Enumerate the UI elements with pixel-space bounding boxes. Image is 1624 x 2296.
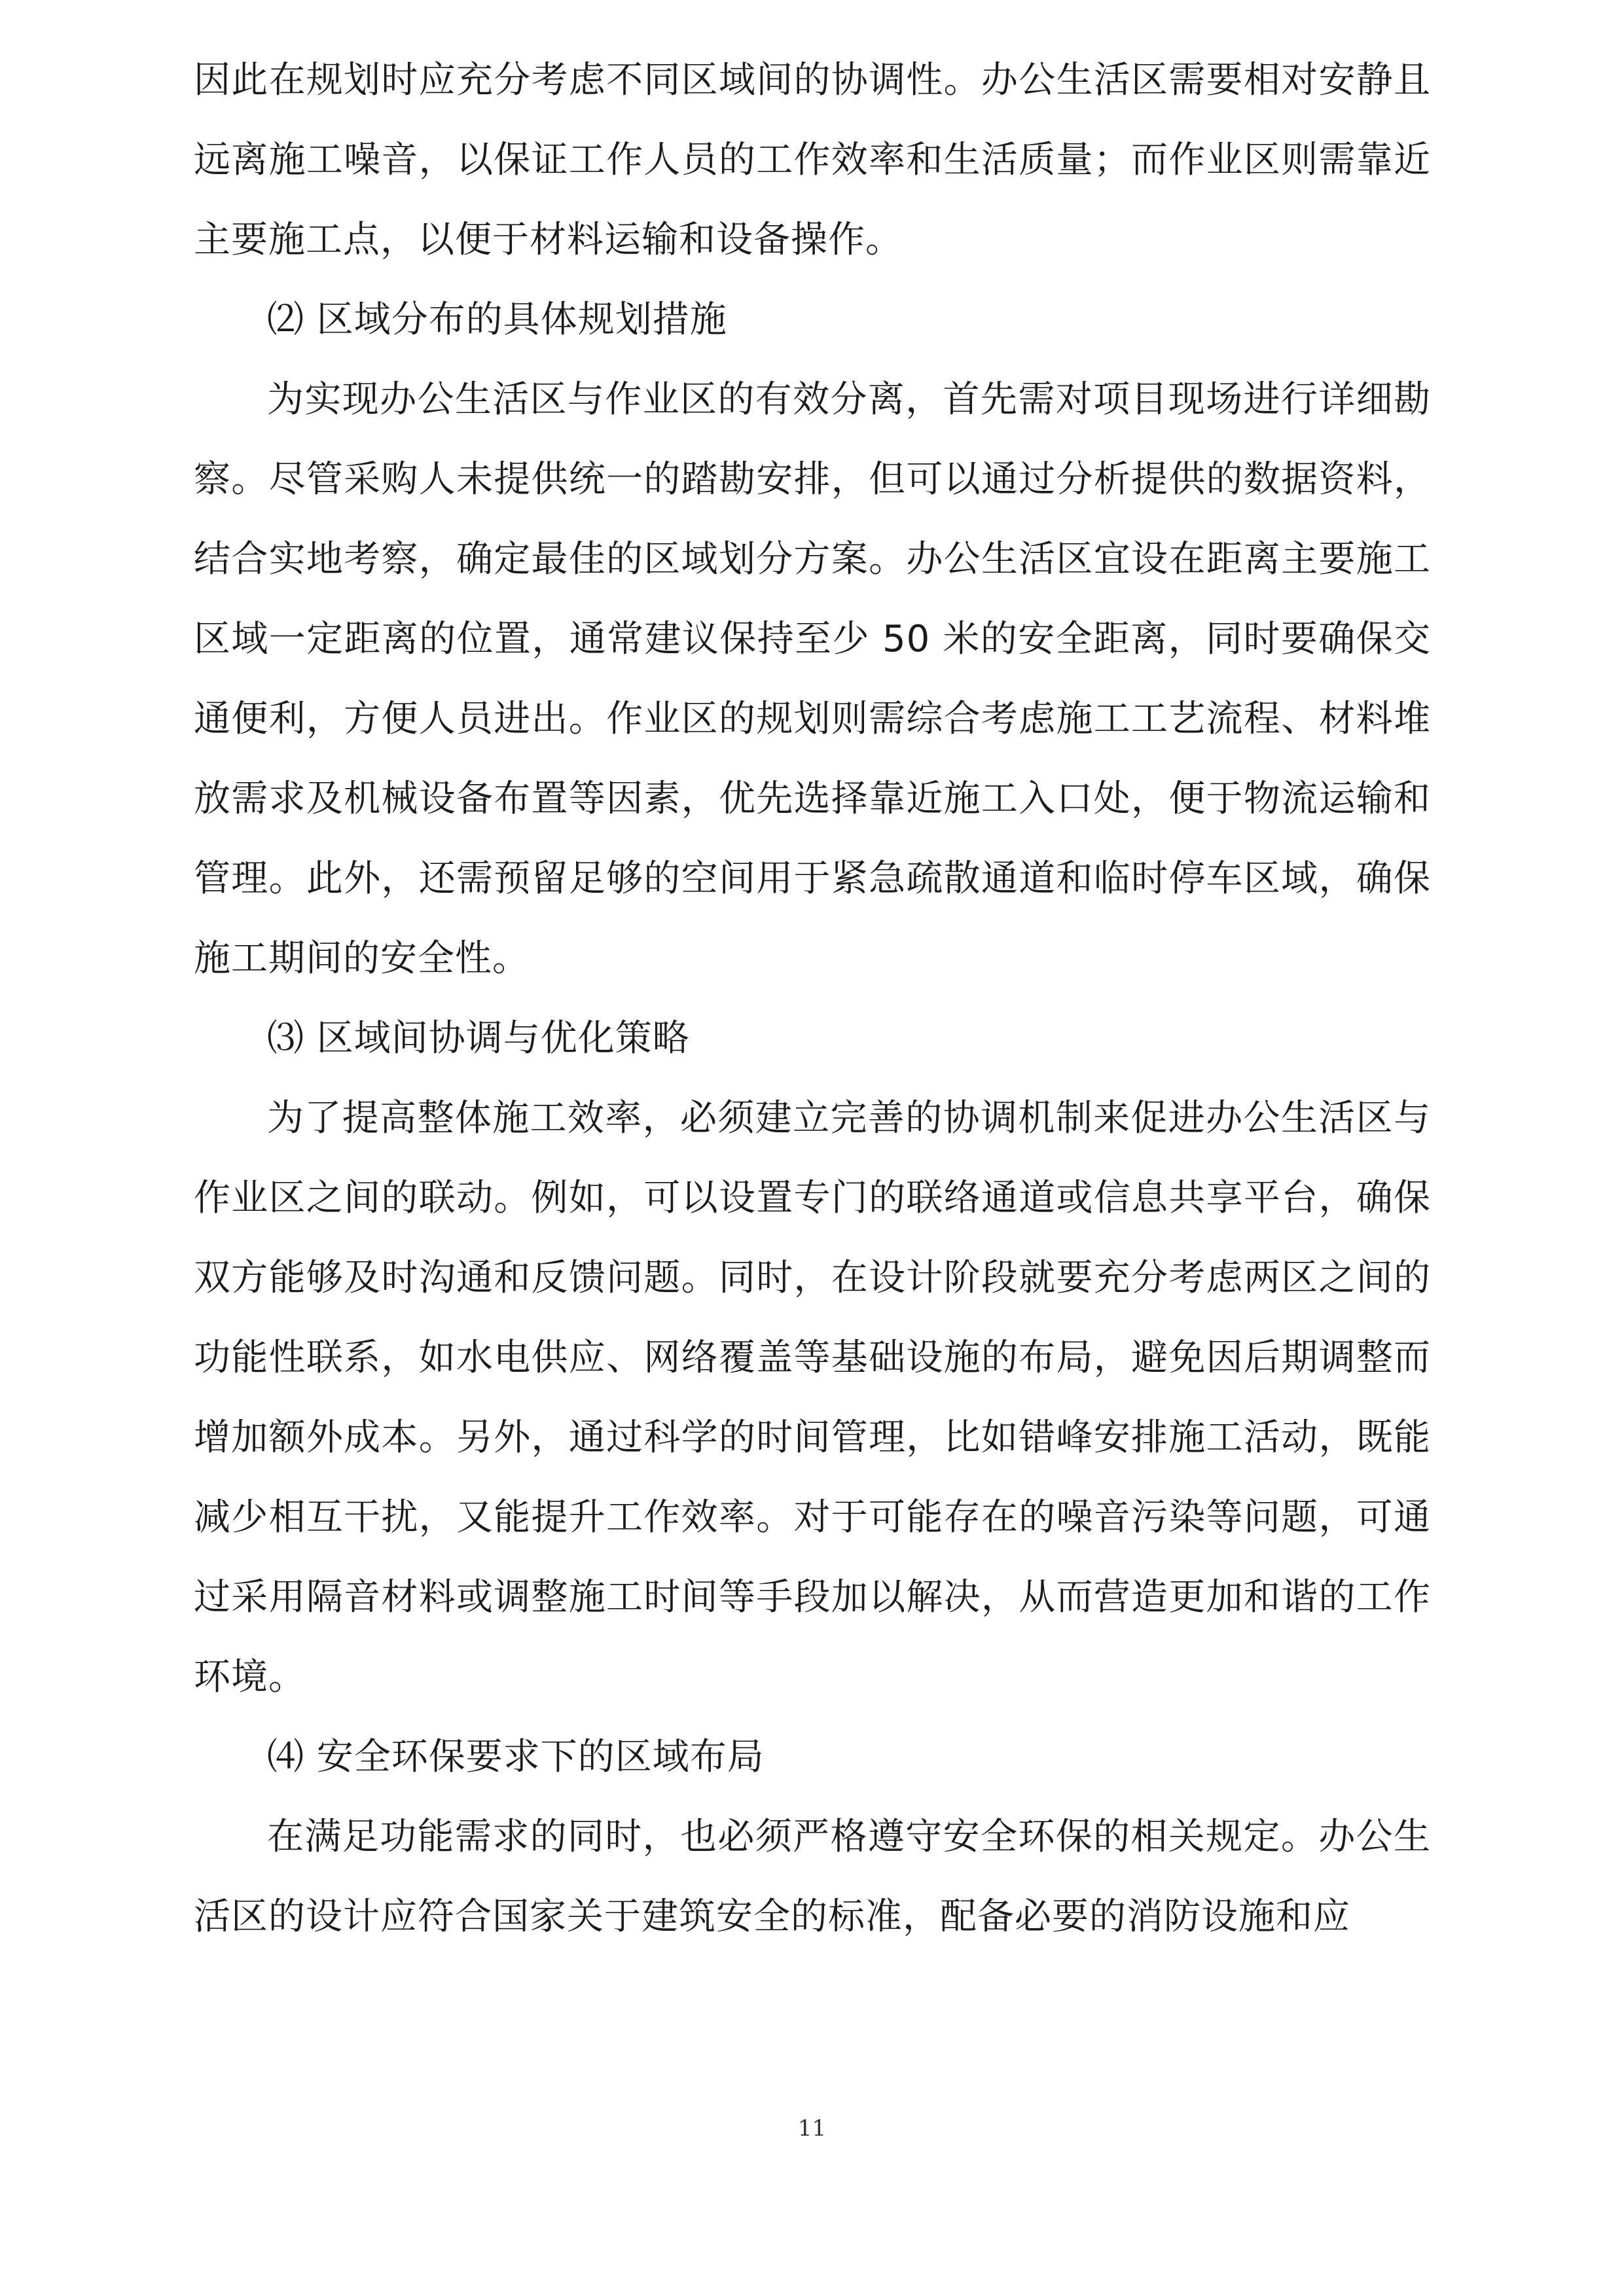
- heading-zone-coordination: ⑶ 区域间协调与优化策略: [267, 1017, 690, 1060]
- document-body: [194, 41, 1431, 1957]
- heading-safety-environment-layout: ⑷ 安全环保要求下的区域布局: [267, 1736, 765, 1778]
- paragraph-intro-continued: 因此在规划时应充分考虑不同区域间的协调性。办公生活区需要相对安静且远离施工噪音，以保证工作人员的工作效率和生活质量；而作业区则需靠近主要施工点，以便于材料运输和设备操作。: [194, 59, 1431, 261]
- heading-zone-planning-measures: ⑵ 区域分布的具体规划措施: [267, 298, 727, 341]
- page-number: 11: [797, 2115, 827, 2142]
- paragraph-zone-coordination: 为了提高整体施工效率，必须建立完善的协调机制来促进办公生活区与作业区之间的联动。例如，可以设置专门的联络通道或信息共享平台，确保双方能够及时沟通和反馈问题。同时，在设计阶段就要充分考虑两区之间的功能性联系，如水电供应、网络覆盖等基础设施的布局，避免因后期调整而增加额外成本。另外，通过科学的时间管理，比如错峰安排施工活动，既能减少相互干扰，又能提升工作效率。对于可能存在的噪音污染等问题，可通过采用隔音材料或调整施工时间等手段加以解决，从而营造更加和谐的工作环境。: [194, 1097, 1431, 1698]
- paragraph-safety-environment-layout: 在满足功能需求的同时，也必须严格遵守安全环保的相关规定。办公生活区的设计应符合国家关于建筑安全的标准，配备必要的消防设施和应: [194, 1816, 1431, 1938]
- paragraph-zone-planning-measures: 为实现办公生活区与作业区的有效分离，首先需对项目现场进行详细勘察。尽管采购人未提供统一的踏勘安排，但可以通过分析提供的数据资料，结合实地考察，确定最佳的区域划分方案。办公生活区宜设在距离主要施工区域一定距离的位置，通常建议保持至少 50 米的安全距离，同时要确保交通便利，方便人员进出。作业区的规划则需综合考虑施工工艺流程、材料堆放需求及机械设备布置等因素，优先选择靠近施工入口处，便于物流运输和管理。此外，还需预留足够的空间用于紧急疏散通道和临时停车区域，确保施工期间的安全性。: [194, 378, 1431, 980]
